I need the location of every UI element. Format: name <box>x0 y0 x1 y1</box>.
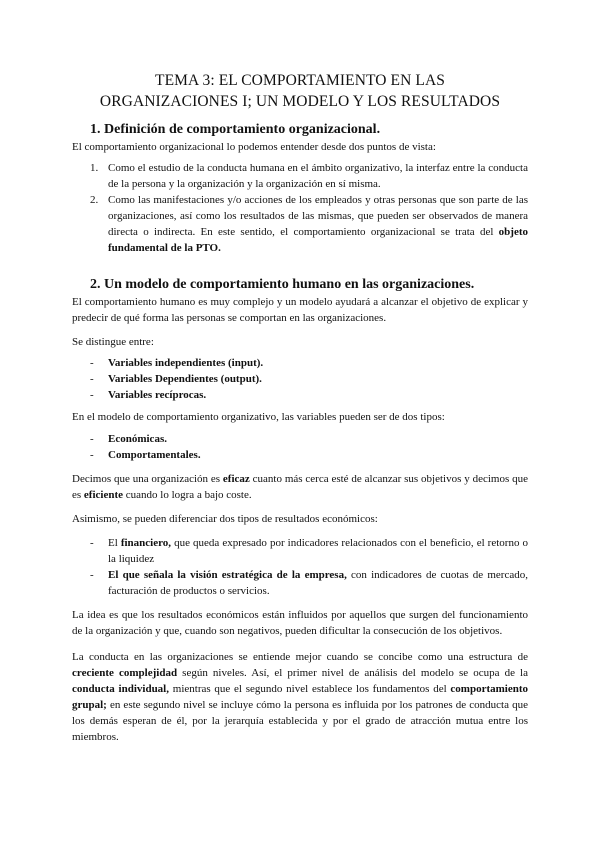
section-2-heading: 2. Un modelo de comportamiento humano en las organizaciones. <box>90 277 475 292</box>
title-line-2: ORGANIZACIONES I; UN MODELO Y LOS RESULTADOS <box>99 93 501 110</box>
list-item: 1. Como el estudio de la conducta humana en el ámbito organizativo, la interfaz entre la conducta de la persona y la organización y la organización en sí misma. <box>90 162 528 190</box>
list-item: - Variables recíprocas. <box>90 389 207 401</box>
list-item: 2. Como las manifestaciones y/o acciones de los empleados y otras personas que son parte de las organizaciones, así como los resultados de las mismas, que pueden ser observados de manera directa o indirecta. En este sentido, el comportamiento organizacional se trata del objeto fundamental de la PTO. <box>90 194 528 254</box>
paragraph: En el modelo de comportamiento organizativo, las variables pueden ser de dos tipos: <box>72 411 445 423</box>
list-item: - Variables Dependientes (output). <box>90 373 262 385</box>
types-list <box>72 431 528 463</box>
document-page <box>72 70 528 745</box>
results-list <box>72 535 528 599</box>
paragraph: La idea es que los resultados económicos están influidos por aquellos que surgen del funcionamiento de la organización y que, cuando son negativos, pueden dificultar la consecución de los objetivos. <box>72 609 528 637</box>
paragraph: La conducta en las organizaciones se entiende mejor cuando se concibe como una estructura de creciente complejidad según niveles. Así, el primer nivel de análisis del modelo se ocupa de la conducta individual, mientras que el segundo nivel establece los fundamentos del comportamiento grupal; en este segundo nivel se incluye cómo la persona es influida por los patrones de conducta que los demás esperan de él, por la jerarquía establecida y por el grado de atracción mutua entre los miembros. <box>72 651 528 743</box>
section-1-intro: El comportamiento organizacional lo podemos entender desde dos puntos de vista: <box>72 141 436 153</box>
paragraph: Se distingue entre: <box>72 336 154 348</box>
list-item: - Comportamentales. <box>90 449 201 461</box>
paragraph: Decimos que una organización es eficaz cuanto más cerca esté de alcanzar sus objetivos y decimos que es eficiente cuando lo logra a bajo coste. <box>72 473 528 501</box>
list-item: - El financiero, que queda expresado por indicadores relacionados con el beneficio, el retorno o la liquidez <box>90 537 528 565</box>
list-item: - Económicas. <box>90 433 167 445</box>
paragraph: Asimismo, se pueden diferenciar dos tipos de resultados económicos: <box>72 513 378 525</box>
section-1-heading: 1. Definición de comportamiento organizacional. <box>90 122 381 137</box>
definition-list <box>72 160 528 256</box>
document-title <box>72 70 528 112</box>
variables-list <box>72 355 528 403</box>
title-line-1: TEMA 3: EL COMPORTAMIENTO EN LAS <box>155 72 445 89</box>
list-item: - Variables independientes (input). <box>90 357 264 369</box>
list-item: - El que señala la visión estratégica de la empresa, con indicadores de cuotas de mercado, facturación de productos o servicios. <box>90 569 528 597</box>
paragraph: El comportamiento humano es muy complejo y un modelo ayudará a alcanzar el objetivo de explicar y predecir de qué forma las personas se comportan en las organizaciones. <box>72 296 528 324</box>
